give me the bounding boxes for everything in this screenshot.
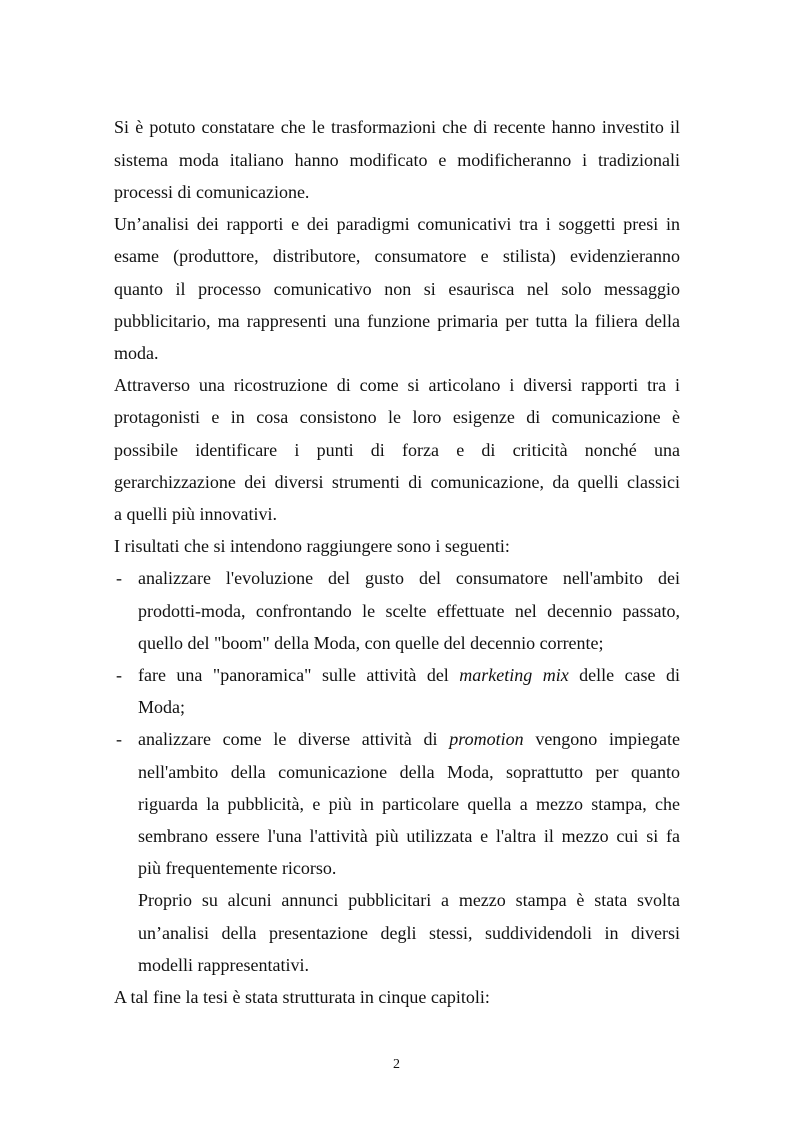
list-item-2-italic-term: marketing mix: [459, 665, 569, 685]
list-item-3-line-4: sembrano essere l'una l'attività più utilizzata e l'altra il mezzo cui si fa: [138, 826, 680, 846]
list-bullet-2: -: [116, 665, 122, 685]
paragraph-2-line-3: quanto il processo comunicativo non si esaurisca nel solo messaggio: [114, 279, 680, 299]
paragraph-3-line-4: gerarchizzazione dei diversi strumenti di comunicazione, da quelli classici: [114, 472, 680, 492]
paragraph-1-line-1: Si è potuto constatare che le trasformazioni che di recente hanno investito il: [114, 117, 680, 137]
continuation-line-1: Proprio su alcuni annunci pubblicitari a mezzo stampa è stata svolta: [138, 890, 680, 910]
list-item-3-text-before: analizzare come le diverse attività di: [138, 729, 438, 749]
closing-line: A tal fine la tesi è stata strutturata in cinque capitoli:: [114, 987, 490, 1007]
paragraph-3-line-1: Attraverso una ricostruzione di come si articolano i diversi rapporti tra i: [114, 375, 680, 395]
page-number: 2: [393, 1057, 400, 1072]
list-bullet-3: -: [116, 729, 122, 749]
continuation-line-3: modelli rappresentativi.: [138, 955, 309, 975]
list-item-2-line-1: [138, 665, 680, 685]
paragraph-3-line-5: a quelli più innovativi.: [114, 504, 277, 524]
paragraph-4-line-1: I risultati che si intendono raggiungere sono i seguenti:: [114, 536, 510, 556]
list-item-2-line-2: Moda;: [138, 697, 185, 717]
paragraph-1-line-2: sistema moda italiano hanno modificato e modificheranno i tradizionali: [114, 150, 680, 170]
list-bullet-1: -: [116, 568, 122, 588]
paragraph-2-line-1: Un’analisi dei rapporti e dei paradigmi comunicativi tra i soggetti presi in: [114, 214, 680, 234]
list-item-3-line-3: riguarda la pubblicità, e più in particolare quella a mezzo stampa, che: [138, 794, 680, 814]
list-item-3-line-1: [138, 729, 680, 749]
list-item-1-line-3: quello del "boom" della Moda, con quelle del decennio corrente;: [138, 633, 604, 653]
list-item-1-line-1: analizzare l'evoluzione del gusto del consumatore nell'ambito dei: [138, 568, 680, 588]
paragraph-2-line-5: moda.: [114, 343, 159, 363]
list-item-3-line-5: più frequentemente ricorso.: [138, 858, 337, 878]
paragraph-3-line-2: protagonisti e in cosa consistono le loro esigenze di comunicazione è: [114, 407, 680, 427]
list-item-1-line-2: prodotti-moda, confrontando le scelte effettuate nel decennio passato,: [138, 601, 680, 621]
list-item-3-italic-term: promotion: [449, 729, 524, 749]
list-item-3-text-after: vengono impiegate: [535, 729, 680, 749]
paragraph-2-line-4: pubblicitario, ma rappresenti una funzione primaria per tutta la filiera della: [114, 311, 680, 331]
continuation-line-2: un’analisi della presentazione degli stessi, suddividendoli in diversi: [138, 923, 680, 943]
list-item-2-text-after: delle case di: [579, 665, 680, 685]
paragraph-1-line-3: processi di comunicazione.: [114, 182, 310, 202]
list-item-2-text-before: fare una "panoramica" sulle attività del: [138, 665, 449, 685]
list-item-3-line-2: nell'ambito della comunicazione della Moda, soprattutto per quanto: [138, 762, 680, 782]
paragraph-2-line-2: esame (produttore, distributore, consumatore e stilista) evidenzieranno: [114, 246, 680, 266]
paragraph-3-line-3: possibile identificare i punti di forza e di criticità nonché una: [114, 440, 680, 460]
